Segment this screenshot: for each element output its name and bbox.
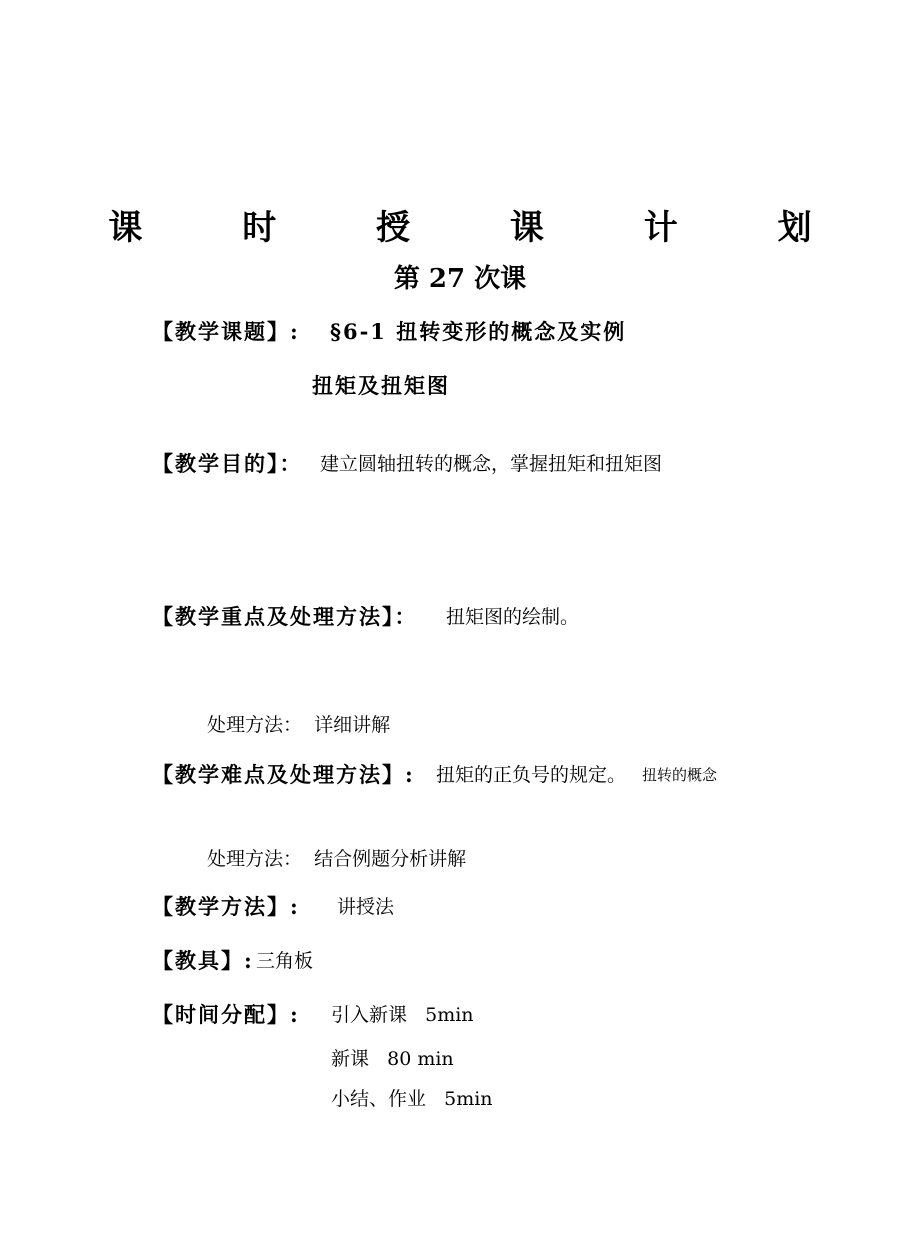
teaching-method-label: 【教学方法】: <box>152 894 300 919</box>
time-allocation-label: 【时间分配】: <box>152 1002 300 1027</box>
objective-label: 【教学目的】： <box>152 451 303 476</box>
difficulties-label: 【教学难点及处理方法】: <box>152 762 415 787</box>
tools-label: 【教具】: <box>152 948 254 973</box>
lesson-number: 第 27 次课 <box>393 264 527 294</box>
key-points-method: 处理方法： 详细讲解 <box>207 714 391 736</box>
teaching-method-text: 讲授法 <box>337 896 395 918</box>
time-item-new-lesson: 新课 80 min <box>331 1048 454 1070</box>
objective-text: 建立圆轴扭转的概念，掌握扭矩和扭矩图 <box>320 453 663 475</box>
key-points-label: 【教学重点及处理方法】： <box>152 604 418 629</box>
topic-label: 【教学课题】: <box>152 319 300 344</box>
page-title: 课 时 授 课 计 划 <box>108 208 856 248</box>
time-item-summary: 小结、作业 5min <box>331 1088 493 1110</box>
tools-text: 三角板 <box>256 950 314 972</box>
difficulties-method: 处理方法： 结合例题分析讲解 <box>207 848 467 870</box>
difficulties-text-small: 扭转的概念 <box>642 766 718 784</box>
key-points-text: 扭矩图的绘制。 <box>446 606 580 628</box>
difficulties-text: 扭矩的正负号的规定。 <box>436 764 627 786</box>
topic-line-2: 扭矩及扭矩图 <box>312 373 450 398</box>
topic-line-1: §6-1 扭转变形的概念及实例 <box>330 319 627 344</box>
time-item-intro: 引入新课 5min <box>331 1004 474 1026</box>
